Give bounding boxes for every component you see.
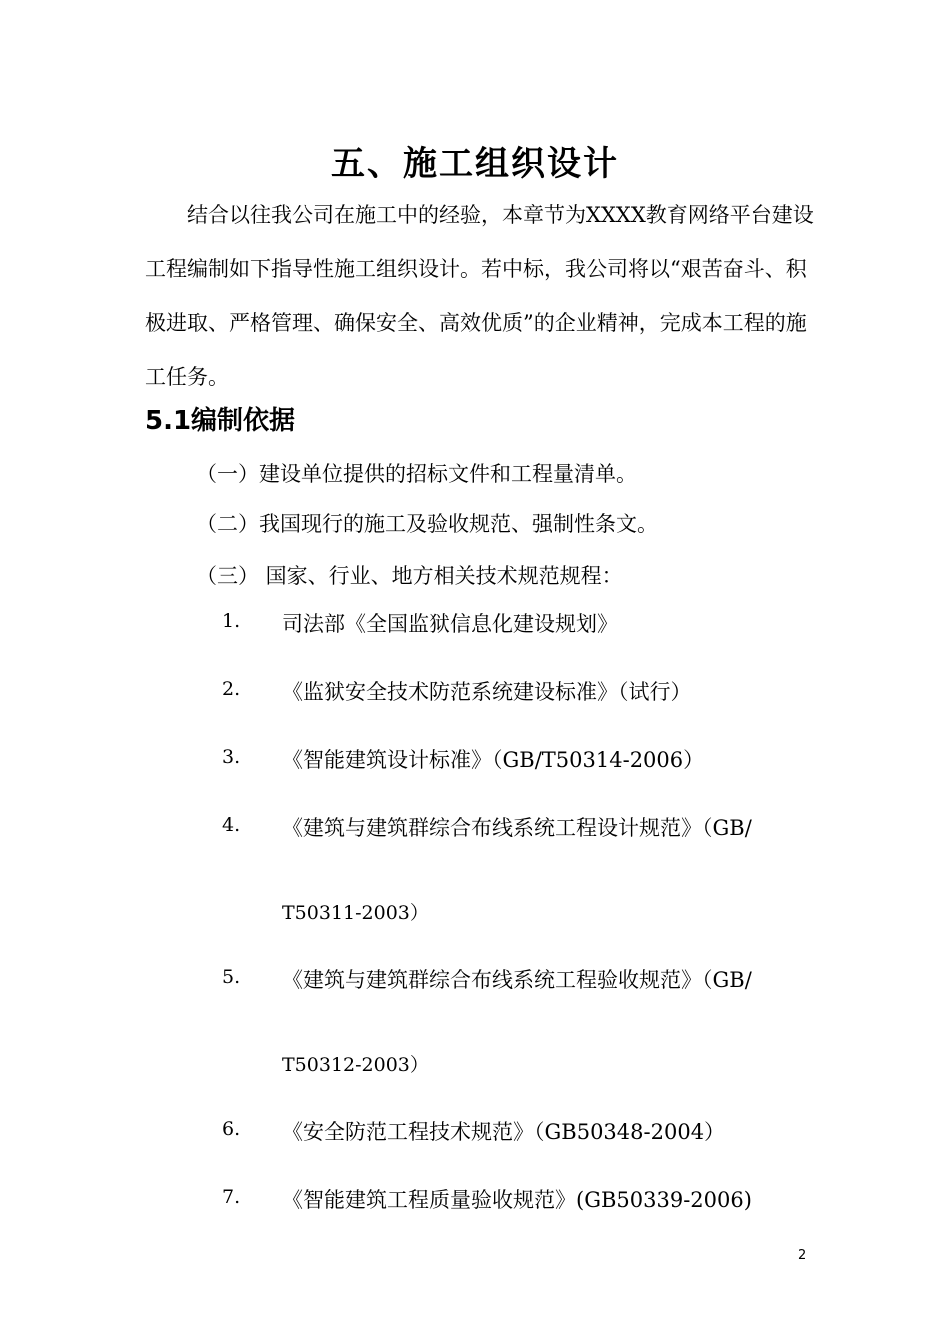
standard-item: 《安全防范工程技术规范》（GB50348-2004） (282, 1120, 726, 1144)
list-number: 5. (222, 966, 241, 988)
standard-item: 《智能建筑设计标准》（GB/T50314-2006） (282, 748, 705, 772)
standard-item: 《建筑与建筑群综合布线系统工程验收规范》（GB/ (282, 968, 752, 992)
page-title: 五、施工组织设计 (331, 144, 619, 184)
standard-item: 《智能建筑工程质量验收规范》(GB50339-2006) (282, 1188, 752, 1212)
list-number: 2. (222, 678, 241, 700)
list-number: 3. (222, 746, 241, 768)
list-number: 1. (222, 610, 241, 632)
standard-item-continuation: T50311-2003） (282, 902, 429, 924)
page-number: 2 (798, 1248, 807, 1263)
list-number: 7. (222, 1186, 241, 1208)
basis-item: （一）建设单位提供的招标文件和工程量清单。 (196, 462, 637, 486)
standard-item: 司法部《全国监狱信息化建设规划》 (282, 612, 618, 636)
section-heading: 5.1编制依据 (145, 406, 296, 436)
standard-item-continuation: T50312-2003） (282, 1054, 429, 1076)
standard-item: 《监狱安全技术防范系统建设标准》（试行） (282, 680, 692, 704)
basis-item: （二）我国现行的施工及验收规范、强制性条文。 (196, 512, 658, 536)
intro-paragraph: 结合以往我公司在施工中的经验，本章节为XXXX教育网络平台建设工程编制如下指导性施工组织设计。若中标，我公司将以“艰苦奋斗、积极进取、严格管理、确保安全、高效优质”的企业精神，完成本工程的施工任务。 (145, 203, 814, 389)
list-number: 4. (222, 814, 241, 836)
basis-item: （三） 国家、行业、地方相关技术规范规程： (196, 564, 623, 588)
standard-item: 《建筑与建筑群综合布线系统工程设计规范》（GB/ (282, 816, 752, 840)
list-number: 6. (222, 1118, 241, 1140)
